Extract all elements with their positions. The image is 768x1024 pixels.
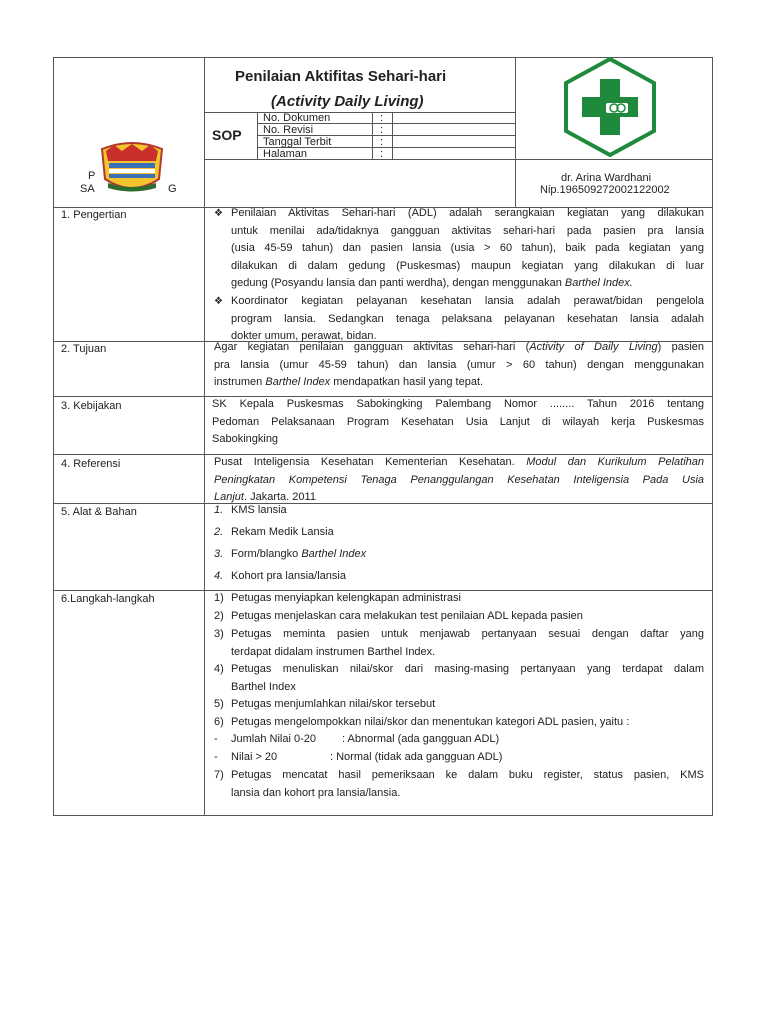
- left-side-text-bottom: SA: [80, 183, 95, 195]
- right-side-text-bottom: G: [168, 183, 177, 195]
- sop-label: SOP: [212, 127, 242, 143]
- category-label: Nilai > 20: [231, 751, 278, 763]
- left-side-text-top: P: [88, 170, 96, 182]
- meta-sep: :: [380, 124, 384, 136]
- alat-item-number: 2.: [214, 526, 224, 538]
- referensi-text: Pusat Inteligensia Kesehatan Kementerian Kesehatan. Modul dan Kurikulum Pelatihan Peningkatan Kompetensi Tenaga Penanggulangan Kesehatan Inteligensia Pada Usia Lanjut. Jakarta. 2011: [214, 456, 704, 503]
- step-text: Petugas menjelaskan cara melakukan test penilaian ADL kepada pasien: [231, 610, 583, 622]
- puskesmas-logo: [562, 57, 658, 157]
- meta-sep: :: [380, 136, 384, 148]
- signatory-nip: Nip.196509272002122002: [540, 184, 670, 196]
- alat-item: Rekam Medik Lansia: [231, 526, 334, 538]
- step-number: 6): [214, 716, 224, 728]
- meta-sep: :: [380, 148, 384, 160]
- diamond-bullet-icon: ❖: [214, 296, 223, 307]
- section-label-langkah: 6.Langkah-langkah: [61, 593, 155, 605]
- pengertian-bullet-1: Penilaian Aktivitas Sehari-hari (ADL) adalah serangkaian kegiatan yang dilakukan untuk menilai ada/tidaknya gangguan aktivitas sehari-hari pada pasien pra lansia (usia 45-59 tahun) dan pasien lansia (usia > 60 tahun), baik pada kegiatan yang dilakukan di dalam gedung (Puskesmas) maupun kegiatan yang dilakukan di luar gedung (Posyandu lansia dan panti werdha), dengan menggunakan Barthel Index.: [231, 207, 704, 289]
- step-number: 3): [214, 628, 224, 640]
- step-text: Petugas mengelompokkan nilai/skor dan menentukan kategori ADL pasien, yaitu :: [231, 716, 630, 728]
- alat-item: KMS lansia: [231, 504, 287, 516]
- meta-label-halaman: Halaman: [263, 148, 308, 160]
- left-logo: [96, 141, 168, 195]
- diamond-bullet-icon: ❖: [214, 208, 223, 219]
- section-label-kebijakan: 3. Kebijakan: [61, 400, 122, 412]
- dash-bullet: -: [214, 733, 218, 745]
- alat-item-number: 3.: [214, 548, 224, 560]
- dash-bullet: -: [214, 751, 218, 763]
- kebijakan-text: SK Kepala Puskesmas Sabokingking Palembang Nomor ........ Tahun 2016 tentang Pedoman Pelaksanaan Program Kesehatan Usia Lanjut di wilayah kerja Puskesmas Sabokingking: [212, 398, 704, 445]
- step-text: Petugas mencatat hasil pemeriksaan ke dalam buku register, status pasien, KMS lansia dan kohort pra lansia/lansia.: [231, 769, 704, 799]
- alat-item-number: 4.: [214, 570, 224, 582]
- category-value: : Abnormal (ada gangguan ADL): [342, 733, 500, 745]
- category-label: Jumlah Nilai 0-20: [231, 733, 316, 745]
- alat-item-number: 1.: [214, 504, 224, 516]
- step-text: Petugas menjumlahkan nilai/skor tersebut: [231, 698, 436, 710]
- tujuan-text: Agar kegiatan penilaian gangguan aktivitas sehari-hari (Activity of Daily Living) pasien pra lansia (umur 45-59 tahun) dan lansia (umur > 60 tahun) dengan menggunakan instrumen Barthel Index mendapatkan hasil yang tepat.: [214, 341, 704, 388]
- step-number: 5): [214, 698, 224, 710]
- step-number: 7): [214, 769, 224, 781]
- alat-item: Form/blangko Barthel Index: [231, 548, 367, 560]
- step-number: 4): [214, 663, 224, 675]
- meta-label-no-dokumen: No. Dokumen: [263, 112, 331, 124]
- step-number: 2): [214, 610, 224, 622]
- meta-label-tanggal-terbit: Tanggal Terbit: [263, 136, 332, 148]
- document-subtitle: (Activity Daily Living): [271, 93, 424, 110]
- meta-sep: :: [380, 112, 384, 124]
- step-text: Petugas meminta pasien untuk menjawab pertanyaan sesuai dengan daftar yang terdapat didalam instrumen Barthel Index.: [231, 628, 704, 658]
- alat-item: Kohort pra lansia/lansia: [231, 570, 346, 582]
- meta-label-no-revisi: No. Revisi: [263, 124, 314, 136]
- section-label-pengertian: 1. Pengertian: [61, 209, 127, 221]
- signatory-name: dr. Arina Wardhani: [561, 172, 652, 184]
- step-text: Petugas menyiapkan kelengkapan administrasi: [231, 592, 461, 604]
- section-label-tujuan: 2. Tujuan: [61, 343, 107, 355]
- document-title: Penilaian Aktifitas Sehari-hari: [235, 68, 447, 85]
- section-label-alat-bahan: 5. Alat & Bahan: [61, 506, 137, 518]
- step-number: 1): [214, 592, 224, 604]
- category-value: : Normal (tidak ada gangguan ADL): [330, 751, 503, 763]
- step-text: Petugas menuliskan nilai/skor dari masing-masing pertanyaan yang terdapat dalam Barthel Index: [231, 663, 704, 693]
- section-label-referensi: 4. Referensi: [61, 458, 121, 470]
- pengertian-bullet-2: Koordinator kegiatan pelayanan kesehatan lansia adalah perawat/bidan pengelola program lansia. Sedangkan tenaga pelaksana pelayanan kesehatan lansia adalah dokter umum, perawat, bidan.: [231, 295, 704, 342]
